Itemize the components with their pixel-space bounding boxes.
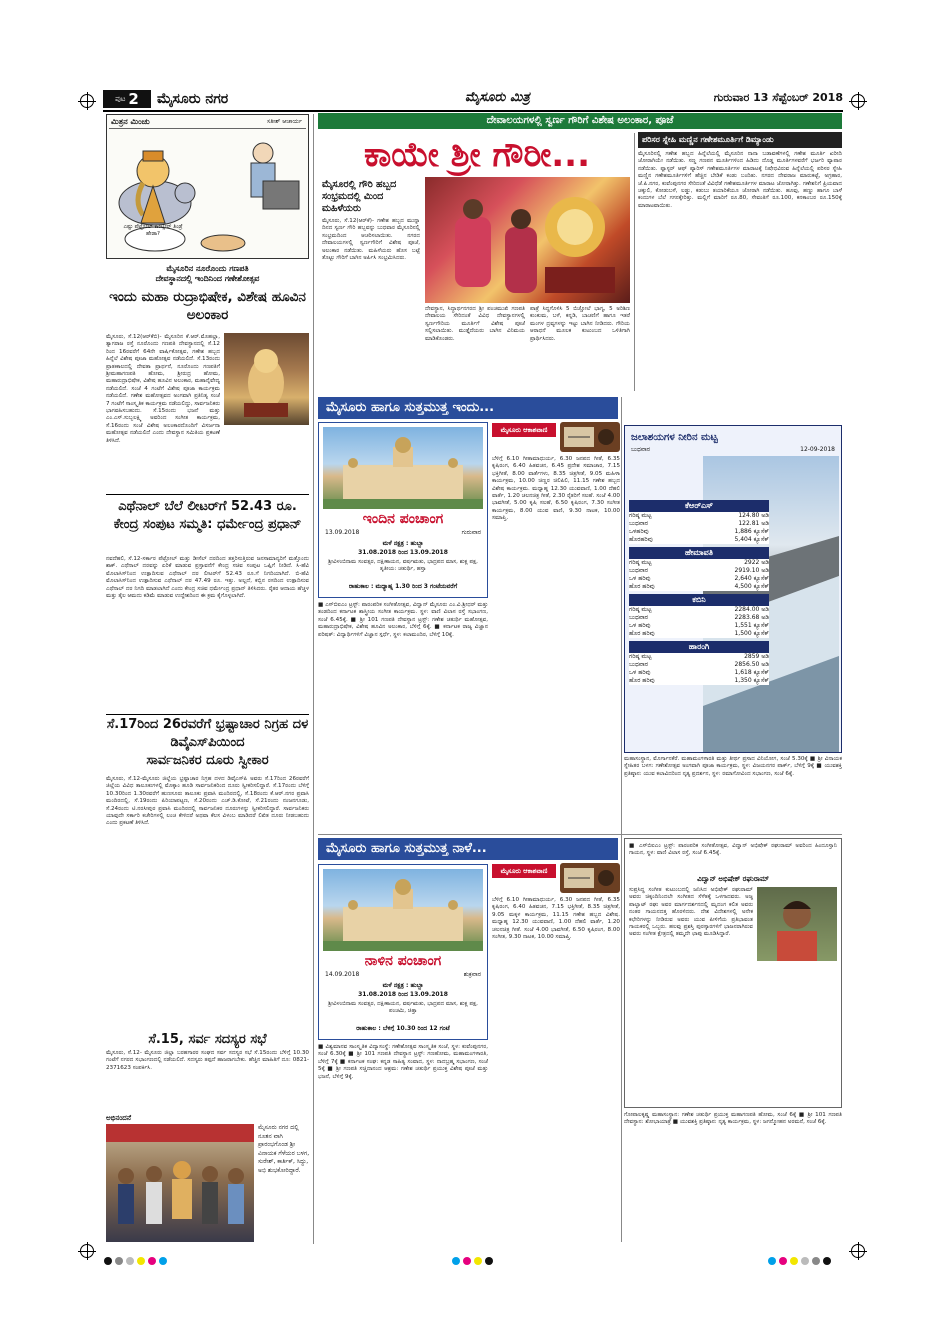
dam-table-kabini — [629, 594, 769, 638]
today-section-header — [318, 397, 618, 419]
dam-row-value: 2283.68 ಅಡಿ — [734, 614, 769, 621]
section-name: ಮೈಸೂರು ನಗರ — [157, 91, 229, 107]
dam-row-label: ಬುಧವಾರ — [629, 661, 648, 668]
dam-row-value: 1,551 ಕ್ಯೂಸೆಕ್ — [734, 622, 769, 629]
registration-mark-top-right — [851, 94, 865, 108]
dam-tables — [629, 500, 769, 685]
dam-table-harangi — [629, 641, 769, 685]
left-story1-body-cont — [106, 430, 309, 488]
dam-row-value: 2922 ಅಡಿ — [744, 559, 769, 566]
dam-row-value: 4,500 ಕ್ಯೂಸೆಕ್ — [734, 583, 769, 590]
mysore-palace-photo-2 — [323, 869, 483, 951]
idol-illustration — [224, 333, 309, 425]
dam-row — [629, 512, 769, 520]
profile-intro: ■ ಎಸ್‌ಬಿಐಎಂ ಟ್ರಸ್ಟ್: ಪಾರಂಪರಿಕ ಸಂಗೀತೋತ್ಸವ, ವಿದ್ವಾನ್ ಅಭಿಷೇಕ್ ರಘುರಾಮ್ ಅವರಿಂದ ಹಿಂದೂಸ್ತಾನಿ ಗಾಯನ, ಸ್ಥಳ: ವಾಣಿ ವಿಲಾಸ ರಸ್ತೆ, ಸಂಜೆ 6.45ಕ್ಕೆ. — [629, 843, 837, 857]
dam-row-label: ಒಳಹರಿವು — [629, 528, 649, 535]
ganesha-divider — [634, 133, 635, 391]
paper-logo: ಮೈಸೂರು ಮಿತ್ರ — [465, 90, 530, 105]
dam-table-krs — [629, 500, 769, 544]
top-banner — [318, 113, 842, 129]
registration-mark-bottom-right — [851, 1244, 865, 1258]
dam-row-value: 2284.00 ಅಡಿ — [734, 606, 769, 613]
dam-row-value: 2919.10 ಅಡಿ — [734, 567, 769, 574]
today-events: ■ ಎಸ್‌ಬಿಐಎಂ ಟ್ರಸ್ಟ್: ಪಾರಂಪರಿಕ ಸಂಗೀತೋತ್ಸವ, ವಿದ್ವಾನ್ ಮೈಸೂರು ಎಂ.ವಿ.ಶ್ರೀಧರ್ ಮತ್ತು ತಂಡದಿಂದ ಕರ್ನಾಟಕ ಶಾಸ್ತ್ರೀಯ ಸಂಗೀತ ಕಾರ್ಯಕ್ರಮ. ಸ್ಥಳ: ವಾಣಿ ವಿಲಾಸ ರಸ್ತೆ ಸಭಾಂಗಣ, ಸಂಜೆ 6.45ಕ್ಕೆ. ■ ಶ್ರೀ 101 ಗಣಪತಿ ದೇವಸ್ಥಾನ ಟ್ರಸ್ಟ್: ಗಣೇಶ ಚತುರ್ಥಿ ಮಹೋತ್ಸವ, ಮಹಾರುದ್ರಾಭಿಷೇಕ, ವಿಶೇಷ ಹೂವಿನ ಅಲಂಕಾರ, ಬೆಳಿಗ್ಗೆ 6ಕ್ಕೆ. ■ ಕರ್ನಾಟಕ ರಾಜ್ಯ ವಿಜ್ಞಾನ ಪರಿಷತ್: ವಿದ್ಯಾರ್ಥಿಗಳಿಗೆ ವಿಜ್ಞಾನ ಸ್ಪರ್ಧೆ, ಸ್ಥಳ: ಕಲಾಮಂದಿರ, ಬೆಳಿಗ್ಗೆ 10ಕ್ಕೆ. — [318, 602, 488, 638]
registration-mark-bottom-left — [80, 1244, 94, 1258]
dam-row-label: ಹೊರಹರಿವು — [629, 536, 653, 543]
dam-row — [629, 653, 769, 661]
dam-row-label: ಹೊರ ಹರಿವು — [629, 583, 655, 590]
cartoon-speech-bubble: ಎಷ್ಟು ಪೆಟ್ರೋಲ್ ಹಿಂಟ್ಲೀರ್ ತಿಂಡ್ರೆ ಹೇಡಾ? — [123, 224, 183, 237]
today-panchanga-box — [318, 422, 488, 598]
dam-row-label: ಗರಿಷ್ಠ ಮಟ್ಟ — [629, 512, 652, 519]
page-number: 2 — [128, 90, 139, 108]
artist-portrait-illustration — [757, 887, 837, 961]
tomorrow-section-header — [318, 838, 618, 860]
left-story4-headline: ಸೆ.15, ಸರ್ವ ಸದಸ್ಯರ ಸಭೆ — [148, 1032, 267, 1047]
left-divider1 — [106, 494, 309, 495]
dam-row — [629, 575, 769, 583]
dams-title: ಜಲಾಶಯಗಳ ನೀರಿನ ಮಟ್ಟ — [631, 432, 718, 443]
radio-icon-2 — [560, 863, 620, 893]
dam-row-value: 1,886 ಕ್ಯೂಸೆಕ್ — [734, 528, 769, 535]
column-divider-mid — [621, 397, 622, 1242]
today-samvatsara: ಶ್ರೀವಿಳಂಬಿನಾಮ ಸಂವತ್ಸರ, ದಕ್ಷಿಣಾಯನ, ವರ್ಷಋತು, ಭಾದ್ರಪದ ಮಾಸ, ಶುಕ್ಲ ಪಕ್ಷ, ತೃತೀಯ: ಚತುರ್ಥಿ, ಹಸ್ತಾ — [328, 559, 478, 573]
gowri-subhead: ಮೈಸೂರಲ್ಲಿ ಗೌರಿ ಹಬ್ಬದ ಸಂಭ್ರಮದಲ್ಲಿ ಮಿಂದ ಮಹಿಳೆಯರು — [322, 179, 397, 214]
today-radio-label-text: ಮೈಸೂರು ಆಕಾಶವಾಣಿ — [500, 426, 548, 434]
dam-row-value: 5,404 ಕ್ಯೂಸೆಕ್ — [734, 536, 769, 543]
ganesha-headline: ಪರಿಸರ ಸ್ನೇಹಿ ಮಣ್ಣಿನ ಗಣೇಶಮೂರ್ತಿಗೆ ಡಿಮ್ಯಾಂಡು — [642, 135, 774, 144]
left-story1-body: ಮೈಸೂರು, ಸೆ.12(ಆರ್‌ಕೆಬಿ)- ಮೈಸೂರಿನ ಕೆ.ಆರ್.ಮೊಹಲ್ಲಾ, ತ್ಯಾಗರಾಜ ರಸ್ತೆ ನೂರೊಂದು ಗಣಪತಿ ದೇವಸ್ಥಾನದಲ್ಲಿ ಸೆ.12 ರಿಂದ 16ರವರೆಗೆ 64ನೇ ವಾರ್ಷಿಕೋತ್ಸವ, ಗಣೇಶ ಹಬ್ಬದ ಹಿನ್ನೆಲೆ ವಿಶೇಷ ಪೂಜಾ ಮಹೋತ್ಸವ ನಡೆಯಲಿದೆ. ಸೆ.13ರಂದು ಪ್ರಾತಃಕಾಲದಲ್ಲಿ ದೇವತಾ ಪ್ರಾರ್ಥನೆ, ನೂರೊಂದು ಗಣಪತಿಗೆ ಶ್ರೀಮಹಾಗಣಪತಿ ಹೋಮ, ಶ್ರೀರುದ್ರ ಹೋಮ, ಮಹಾರುದ್ರಾಭಿಷೇಕ, ವಿಶೇಷ ಹೂವಿನ ಅಲಂಕಾರ, ಮಹಾನೈವೇದ್ಯ ನಡೆಯಲಿದೆ. ಸಂಜೆ 4 ಗಂಟೆಗೆ ವಿಶೇಷ ಪೂಜಾ ಕಾರ್ಯಕ್ರಮ ನಡೆಯಲಿದೆ. ಗಣೇಶ ಮಹೋತ್ಸವದ ಅಂಗವಾಗಿ ಪ್ರತಿನಿತ್ಯ ಸಂಜೆ 7 ಗಂಟೆಗೆ ಸಾಂಸ್ಕೃತಿಕ ಕಾರ್ಯಕ್ರಮ ನಡೆಯಲಿದ್ದು, ಸಾರ್ವಜನಿಕರು ಭಾಗವಹಿಸಬಹುದು. ಸೆ.15ರಂದು ಭಜನೆ ಮತ್ತು ಎಂ.ಎಸ್.ಸುಬ್ಬಲಕ್ಷ್ಮಿ ಅವರಿಂದ ಸಂಗೀತ ಕಾರ್ಯಕ್ರಮ, ಸೆ.16ರಂದು ಸಂಜೆ ವಿಶೇಷ ಅಲಂಕಾರದೊಂದಿಗೆ ವಿಸರ್ಜನಾ ಮಹೋತ್ಸವ ನಡೆಯಲಿದೆ ಎಂದು ದೇವಸ್ಥಾನ ಸಮಿತಿಯ ಪ್ರಕಟಣೆ ತಿಳಿಸಿದೆ. — [106, 334, 220, 444]
dam-row-label: ಹೊರ ಹರಿವು — [629, 677, 655, 684]
dam-row-label: ಬುಧವಾರ — [629, 614, 648, 621]
dam-row — [629, 614, 769, 622]
dam-row — [629, 630, 769, 638]
today-day: ಗುರುವಾರ — [461, 529, 481, 536]
today-nakshatra: ಮಳೆ ನಕ್ಷತ್ರ : ಹುಬ್ಬಾ — [382, 540, 424, 547]
gowri-body-col3: ಪಾತ್ರೆ ಸಿದ್ಧಗೊಳಿಸಿ 5 ಬಿಚ್ಚೋಲೆ ಭಾಗ್ಯ, 5 ಅರಿಶಿಣ ಕುಂಕುಮ, ಬಳೆ, ಕನ್ನಡಿ, ಬಾಚಣಿಗೆ ಹಾಗೂ ಇತರೆ ಮಂಗಳ ದ್ರವ್ಯಗಳನ್ನು ಇಟ್ಟು ಬಾಗಿನ ನೀಡಿದರು. ಗೌರಿಯ ಆರಾಧನೆ ಮೂಲಕ ಕುಟುಂಬದ ಒಳಿತಿಗಾಗಿ ಪ್ರಾರ್ಥಿಸಿದರು. — [530, 306, 630, 342]
masthead-rule — [103, 110, 843, 112]
left-story1-kicker-line1: ಮೈಸೂರಿನ ನೂರೊಂದು ಗಣಪತಿ — [166, 264, 249, 273]
profile-box — [624, 838, 842, 1108]
radio-illustration-2 — [560, 863, 620, 893]
cartoon-title: ಮಿತ್ರನ ಮಿಂಚು — [111, 117, 150, 126]
dam-row — [629, 528, 769, 536]
gowri-body-col2: ದೇವಸ್ಥಾನ, ಸಿದ್ಧಾರ್ಥನಗರದ ಶ್ರೀ ಪಂಚಮುಖಿ ಗಣಪತಿ ದೇವಾಲಯ ಸೇರಿದಂತೆ ವಿವಿಧ ದೇವಸ್ಥಾನಗಳಲ್ಲಿ ಸ್ವರ್ಣಗೌರಿಯ ಮೂರ್ತಿಗೆ ವಿಶೇಷ ಪೂಜೆ ಸಲ್ಲಿಸಲಾಯಿತು. ಮುತ್ತೈದೆಯರು ಬಾಗಿನ ವಿನಿಮಯ ಮಾಡಿಕೊಂಡರು. — [425, 306, 525, 342]
cartoon-artist: ಸತೀಶ್ ಆಚಾರ್ಯ — [267, 118, 302, 125]
tomorrow-panchanga-box — [318, 864, 488, 1040]
page-number-box — [103, 90, 151, 108]
dams-weekday: ಬುಧವಾರ — [631, 446, 650, 453]
dam-row — [629, 677, 769, 685]
top-banner-text: ದೇವಾಲಯಗಳಲ್ಲಿ ಸ್ವರ್ಣ ಗೌರಿಗೆ ವಿಶೇಷ ಅಲಂಕಾರ, ಪೂಜೆ — [486, 115, 674, 126]
idol-photo — [224, 333, 309, 425]
dam-row — [629, 559, 769, 567]
left-divider2 — [106, 714, 309, 715]
column-divider-left — [313, 114, 314, 1244]
palace-illustration-2 — [323, 869, 483, 951]
today-radio-text: ಬೆಳಿಗ್ಗೆ 6.10 ಗೀತಾಮಾಧುರ್ಯ, 6.30 ಜನಪದ ಗೀತೆ, 6.35 ಕೃಷಿರಂಗ, 6.40 ಹಿತವಚನ, 6.45 ಪ್ರದೇಶ ಸಮಾಚಾರ, 7.15 ಭಕ್ತಿಗೀತೆ, 8.00 ವಾರ್ತೆಗಳು, 8.35 ಚಿತ್ರಗೀತೆ, 9.05 ಮಹಿಳಾ ಕಾರ್ಯಕ್ರಮ, 10.00 ಚಿಣ್ಣರ ಚಿಲಿಪಿಲಿ, 11.15 ಗಣೇಶ ಹಬ್ಬದ ವಿಶೇಷ ಕಾರ್ಯಕ್ರಮ. ಮಧ್ಯಾಹ್ನ 12.30 ಯುವವಾಣಿ, 1.00 ದೆಹಲಿ ವಾರ್ತೆ, 1.20 ಚಲನಚಿತ್ರ ಗೀತೆ, 2.30 ರೈತರಿಗೆ ಸಲಹೆ. ಸಂಜೆ 4.00 ಭಾವಗೀತೆ, 5.00 ಕೃಷಿ ಸಲಹೆ, 6.50 ಕೃಷಿರಂಗ, 7.30 ಸಂಗೀತ ಕಾರ್ಯಕ್ರಮ, 8.00 ಯುವ ವಾಣಿ, 9.30 ನಾಟಕ, 10.00 ಸಮಾಪ್ತಿ. — [492, 456, 620, 522]
greeting-photo — [106, 1124, 254, 1242]
tomorrow-panchanga-title: ನಾಳಿನ ಪಂಚಾಂಗ — [364, 953, 442, 969]
dam-row-value: 2,640 ಕ್ಯೂಸೆಕ್ — [734, 575, 769, 582]
profile-footer: ಗೋಪಾಲಕೃಷ್ಣ ಮಹಾಸಂಸ್ಥಾನ: ಗಣೇಶ ಚತುರ್ಥಿ ಪ್ರಯುಕ್ತ ಮಹಾಗಣಪತಿ ಹೋಮ, ಸಂಜೆ 6ಕ್ಕೆ ■ ಶ್ರೀ 101 ಗಣಪತಿ ದೇವಸ್ಥಾನ: ಶೋಭಾಯಾತ್ರೆ ■ ಯುವಶಕ್ತಿ ಪ್ರತಿಷ್ಠಾನ: ನೃತ್ಯ ಕಾರ್ಯಕ್ರಮ, ಸ್ಥಳ: ಜಗನ್ಮೋಹನ ಅರಮನೆ, ಸಂಜೆ 6ಕ್ಕೆ. — [624, 1112, 842, 1126]
dam-krs-name: ಕೆಆರ್‌ಎಸ್ — [629, 500, 769, 512]
today-section-title: ಮೈಸೂರು ಹಾಗೂ ಸುತ್ತಮುತ್ತ ಇಂದು... — [326, 400, 495, 415]
page-prefix: ಪುಟ — [115, 94, 126, 103]
gowri-worship-photo — [425, 177, 630, 303]
dam-row-value: 124.80 ಅಡಿ — [738, 512, 769, 519]
dam-row-label: ಬುಧವಾರ — [629, 567, 648, 574]
left-story2-body: ನವದೆಹಲಿ, ಸೆ.12-ಸರ್ಕಾರ ಪೆಟ್ರೋಲ್ ಮತ್ತು ಡೀಸೆಲ್ ದರದಿಂದ ತತ್ತರಿಸುತ್ತಿರುವ ಜನಸಾಮಾನ್ಯರಿಗೆ ಮತ್ತೊಂದು ಶಾಕ್. ಎಥೆನಾಲ್ ದರವನ್ನು ಏರಿಕೆ ಮಾಡುವ ಪ್ರಸ್ತಾವನೆಗೆ ಕೇಂದ್ರ ಸಚಿವ ಸಂಪುಟ ಒಪ್ಪಿಗೆ ನೀಡಿದೆ. ಸಿ-ಹೆವಿ ಮೊಲಾಸಿಸ್‌ನಿಂದ ಉತ್ಪಾದಿಸುವ ಎಥೆನಾಲ್ ದರ ಲೀಟರ್‌ಗೆ 52.43 ರೂ.ಗೆ ನಿಗದಿಯಾಗಿದೆ. ಬಿ-ಹೆವಿ ಮೊಲಾಸಿಸ್‌ನಿಂದ ಉತ್ಪಾದಿಸುವ ಎಥೆನಾಲ್ ದರ 47.49 ರೂ. ಇತ್ತು. ಅಲ್ಲದೆ, ಕಬ್ಬಿನ ರಸದಿಂದ ಉತ್ಪಾದಿಸುವ ಎಥೆನಾಲ್ ದರ ನಿಗದಿ ಮಾಡಲಾಗಿದೆ ಎಂದು ಕೇಂದ್ರ ಸಚಿವ ಧರ್ಮೇಂದ್ರ ಪ್ರಧಾನ್ ತಿಳಿಸಿದರು. ರೈತರ ಆದಾಯ ಹೆಚ್ಚಳ ಮತ್ತು ತೈಲ ಆಮದು ಕಡಿಮೆ ಮಾಡುವ ಉದ್ದೇಶದಿಂದ ಈ ಕ್ರಮ ಕೈಗೊಳ್ಳಲಾಗಿದೆ. — [106, 556, 309, 600]
ganesha-body: ಮೈಸೂರಿನಲ್ಲಿ ಗಣೇಶ ಹಬ್ಬದ ಹಿನ್ನೆಲೆಯಲ್ಲಿ ಮೈಸೂರಿನ ನಾನಾ ಬಡಾವಣೆಗಳಲ್ಲಿ ಗಣೇಶ ಮೂರ್ತಿ ಖರೀದಿ ಜೋರಾಗಿಯೇ ನಡೆಯಿತು. ಸಣ್ಣ ಗಣಪನ ಮೂರ್ತಿಗಳಿಂದ ಹಿಡಿದು ದೊಡ್ಡ ಮೂರ್ತಿಗಳವರೆಗೆ ಭರ್ಜರಿ ವ್ಯಾಪಾರ ನಡೆಯಿತು. ಪ್ಲಾಸ್ಟರ್ ಆಫ್ ಪ್ಯಾರಿಸ್ ಗಣೇಶಮೂರ್ತಿಗಳ ಮಾರಾಟಕ್ಕೆ ನಿಷೇಧವಿರುವ ಹಿನ್ನೆಲೆಯಲ್ಲಿ ಪರಿಸರ ಸ್ನೇಹಿ ಮಣ್ಣಿನ ಗಣೇಶಮೂರ್ತಿಗಳಿಗೆ ಹೆಚ್ಚಿನ ಬೇಡಿಕೆ ಕಂಡು ಬಂದಿತು. ನಗರದ ದೇವರಾಜ ಮಾರುಕಟ್ಟೆ, ಅಗ್ರಹಾರ, ಜೆ.ಪಿ.ನಗರ, ಕುವೆಂಪುನಗರ ಸೇರಿದಂತೆ ವಿವಿಧೆಡೆ ಗಣೇಶಮೂರ್ತಿಗಳ ಮಾರಾಟ ಜೋರಾಗಿತ್ತು. ಗಣೇಶನಿಗೆ ಪ್ರಿಯವಾದ ಚಕ್ಕುಲಿ, ಕೋಡುಬಳೆ, ಲಡ್ಡು, ಕಡುಬು ತಯಾರಿಕೆಯೂ ಜೋರಾಗಿ ನಡೆಯಿತು. ಹೂವು, ಹಣ್ಣು ಹಾಗೂ ಬಾಳೆ ಕಂದುಗಳ ಬೆಲೆ ಗಗನಕ್ಕೇರಿತ್ತು. ಮಲ್ಲಿಗೆ ಮಾರಿಗೆ ರೂ.80, ಸೇವಂತಿಗೆ ರೂ.100, ಕನಕಾಂಬರ ರೂ.150ಕ್ಕೆ ಮಾರಾಟವಾಯಿತು. — [638, 151, 842, 209]
dams-box — [624, 425, 842, 753]
dam-row-label: ಬುಧವಾರ — [629, 520, 648, 527]
artist-portrait — [757, 887, 837, 961]
dam-row-label: ಗರಿಷ್ಠ ಮಟ್ಟ — [629, 559, 652, 566]
tomorrow-radio-label — [492, 864, 556, 878]
dam-row-value: 122.81 ಅಡಿ — [738, 520, 769, 527]
dam-table-hemavathi — [629, 547, 769, 591]
left-story3-subhead: ಸಾರ್ವಜನಿಕರ ದೂರು ಸ್ವೀಕಾರ — [146, 753, 269, 768]
cartoon-box — [106, 114, 309, 259]
tomorrow-date: 14.09.2018 — [325, 971, 360, 978]
tomorrow-samvatsara: ಶ್ರೀವಿಳಂಬಿನಾಮ ಸಂವತ್ಸರ, ದಕ್ಷಿಣಾಯನ, ವರ್ಷಋತು, ಭಾದ್ರಪದ ಮಾಸ, ಶುಕ್ಲ ಪಕ್ಷ, ಪಂಚಮಿ, ಚಿತ್ತಾ — [328, 1001, 478, 1015]
dam-row-value: 1,500 ಕ್ಯೂಸೆಕ್ — [734, 630, 769, 637]
tomorrow-radio-label-text: ಮೈಸೂರು ಆಕಾಶವಾಣಿ — [500, 867, 548, 875]
dam-row — [629, 669, 769, 677]
tomorrow-section-title: ಮೈಸೂರು ಹಾಗೂ ಸುತ್ತಮುತ್ತ ನಾಳೆ... — [326, 841, 487, 856]
dam-row-label: ಒಳ ಹರಿವು — [629, 575, 651, 582]
tomorrow-range: 31.08.2018 ರಿಂದ 13.09.2018 — [358, 991, 448, 998]
dam-row-value: 1,350 ಕ್ಯೂಸೆಕ್ — [734, 677, 769, 684]
dam-row-value: 1,618 ಕ್ಯೂಸೆಕ್ — [734, 669, 769, 676]
today-date: 13.09.2018 — [325, 529, 360, 536]
mysore-palace-photo — [323, 427, 483, 509]
profile-body: ಸುಪ್ರಸಿದ್ಧ ಸಂಗೀತ ಕುಟುಂಬದಲ್ಲಿ ಜನಿಸಿದ ಅಭಿಷೇಕ್ ರಘುರಾಮ್ ಅವರು ಚಿಕ್ಕಂದಿನಿಂದಲೇ ಸಂಗೀತದ ಸೆಳೆತಕ್ಕೆ ಒಳಗಾದವರು. ಅಜ್ಜ ಪಾಲ್ಘಾಟ್ ರಘು ಅವರ ಮಾರ್ಗದರ್ಶನದಲ್ಲಿ ಮೃದಂಗ ಕಲಿತ ಅವರು ನಂತರ ಗಾಯನದತ್ತ ಹೊರಳಿದರು. ದೇಶ ವಿದೇಶಗಳಲ್ಲಿ ಅನೇಕ ಕಛೇರಿಗಳನ್ನು ನೀಡಿರುವ ಅವರು ಯುವ ಪೀಳಿಗೆಯ ಪ್ರತಿಭಾವಂತ ಗಾಯಕರಲ್ಲಿ ಒಬ್ಬರು. ಹಲವು ಪ್ರಶಸ್ತಿ ಪುರಸ್ಕಾರಗಳಿಗೆ ಭಾಜನರಾಗಿರುವ ಅವರು ಸಂಗೀತ ಕ್ಷೇತ್ರದಲ್ಲಿ ತಮ್ಮದೇ ಛಾಪು ಮೂಡಿಸಿದ್ದಾರೆ. — [629, 887, 753, 938]
masthead — [103, 88, 843, 110]
tomorrow-events: ■ ವಿಶ್ವಮಾನವ ಸಾಂಸ್ಕೃತಿಕ ವಿದ್ಯಾಸಂಸ್ಥೆ: ಗಣೇಶೋತ್ಸವ ಸಾಂಸ್ಕೃತಿಕ ಸಂಜೆ, ಸ್ಥಳ: ಕುವೆಂಪುನಗರ, ಸಂಜೆ 6.30ಕ್ಕೆ ■ ಶ್ರೀ 101 ಗಣಪತಿ ದೇವಸ್ಥಾನ ಟ್ರಸ್ಟ್: ಗಣಹೋಮ, ಮಹಾಮಂಗಳಾರತಿ, ಬೆಳಿಗ್ಗೆ 7ಕ್ಕೆ ■ ಕರ್ನಾಟಕ ಸಂಘ: ಕನ್ನಡ ಸಾಹಿತ್ಯ ಸಂವಾದ, ಸ್ಥಳ: ನಾದಬ್ರಹ್ಮ ಸಭಾಂಗಣ, ಸಂಜೆ 5ಕ್ಕೆ ■ ಶ್ರೀ ಗಣಪತಿ ಸಚ್ಚಿದಾನಂದ ಆಶ್ರಮ: ಗಣೇಶ ಚತುರ್ಥಿ ಪ್ರಯುಕ್ತ ವಿಶೇಷ ಪೂಜೆ ಮತ್ತು ಭಜನೆ, ಬೆಳಿಗ್ಗೆ 9ಕ್ಕೆ. — [318, 1044, 488, 1080]
today-rahukala: ರಾಹುಕಾಲ : ಮಧ್ಯಾಹ್ನ 1.30 ರಿಂದ 3 ಗಂಟೆಯವರೆಗೆ — [348, 583, 458, 590]
dam-kabini-name: ಕಬಿನಿ — [629, 594, 769, 606]
dam-row — [629, 520, 769, 528]
left-story1-kicker-line2: ದೇವಸ್ಥಾನದಲ್ಲಿ ಇಂದಿನಿಂದ ಗಣೇಶೋತ್ಸವ — [155, 274, 260, 283]
dam-row-value: 2859 ಅಡಿ — [744, 653, 769, 660]
dam-row-label: ಗರಿಷ್ಠ ಮಟ್ಟ — [629, 653, 652, 660]
registration-mark-top-left — [80, 94, 94, 108]
dam-row-label: ಒಳ ಹರಿವು — [629, 622, 651, 629]
today-radio-label — [492, 423, 556, 437]
left-story1-headline: ಇಂದು ಮಹಾ ರುದ್ರಾಭಿಷೇಕ, ವಿಶೇಷ ಹೂವಿನ ಅಲಂಕಾರ — [109, 289, 306, 323]
greeting-text: ಮೈಸೂರು ನಗರ ದಲ್ಲಿ ನೂತನ ವಾಗಿ ಪ್ರಾರಂಭಗೊಂಡ ಶ್ರೀ ವಿನಾಯಕ ಗೆಳೆಯರ ಬಳಗ, ಸುರೇಶ್, ಕಾರ್ತಿಕ್, ಸಿದ್ಧು, ಅಭಿ ಶುಭಕೋರಿದ್ದಾರೆ. — [258, 1124, 310, 1174]
left-story4-body: ಮೈಸೂರು, ಸೆ.12- ಮೈಸೂರು ಜಿಲ್ಲಾ ಬರಹಗಾರರ ಸಂಘದ ಸರ್ವ ಸದಸ್ಯರ ಸಭೆ ಸೆ.15ರಂದು ಬೆಳಿಗ್ಗೆ 10.30 ಗಂಟೆಗೆ ನಗರದ ಸಭಾಂಗಣದಲ್ಲಿ ನಡೆಯಲಿದೆ. ಸದಸ್ಯರು ತಪ್ಪದೆ ಹಾಜರಾಗಬೇಕು. ಹೆಚ್ಚಿನ ಮಾಹಿತಿಗೆ ದೂ: 0821-2371623 ಸಂಪರ್ಕಿಸಿ. — [106, 1050, 309, 1071]
dam-row — [629, 583, 769, 591]
color-bar-left — [104, 1250, 170, 1269]
color-bar-center — [452, 1250, 496, 1269]
left-story3-headline: ಸೆ.17ರಿಂದ 26ರವರೆಗೆ ಭ್ರಷ್ಟಾಚಾರ ನಿಗ್ರಹ ದಳ ಡಿವೈಎಸ್‌ಪಿಯಿಂದ — [106, 717, 309, 750]
dam-row — [629, 536, 769, 544]
dam-harangi-name: ಹಾರಂಗಿ — [629, 641, 769, 653]
today-range: 31.08.2018 ರಿಂದ 13.09.2018 — [358, 549, 448, 556]
issue-date: ಗುರುವಾರ 13 ಸೆಪ್ಟೆಂಬರ್ 2018 — [713, 91, 843, 104]
tomorrow-rahukala: ರಾಹುಕಾಲ : ಬೆಳಿಗ್ಗೆ 10.30 ರಿಂದ 12 ಗಂಟೆ — [356, 1025, 450, 1032]
tomorrow-day: ಶುಕ್ರವಾರ — [463, 971, 481, 978]
ganesha-headline-box — [638, 132, 842, 148]
tomorrow-radio-text: ಬೆಳಿಗ್ಗೆ 6.10 ಗೀತಾಮಾಧುರ್ಯ, 6.30 ಜನಪದ ಗೀತೆ, 6.35 ಕೃಷಿರಂಗ, 6.40 ಹಿತವಚನ, 7.15 ಭಕ್ತಿಗೀತೆ, 8.35 ಚಿತ್ರಗೀತೆ, 9.05 ಮಕ್ಕಳ ಕಾರ್ಯಕ್ರಮ, 11.15 ಗಣೇಶ ಹಬ್ಬದ ವಿಶೇಷ. ಮಧ್ಯಾಹ್ನ 12.30 ಯುವವಾಣಿ, 1.00 ದೆಹಲಿ ವಾರ್ತೆ, 1.20 ಚಲನಚಿತ್ರ ಗೀತೆ. ಸಂಜೆ 4.00 ಭಾವಗೀತೆ, 6.50 ಕೃಷಿರಂಗ, 8.00 ಸಂಗೀತ, 9.30 ನಾಟಕ, 10.00 ಸಮಾಪ್ತಿ. — [492, 897, 620, 941]
dam-row — [629, 606, 769, 614]
main-headline: ಕಾಯೇ ಶ್ರೀ ಗೌರೀ... — [364, 135, 590, 175]
tomorrow-nakshatra: ಮಳೆ ನಕ್ಷತ್ರ : ಹುಬ್ಬಾ — [382, 982, 424, 989]
dam-row-label: ಒಳ ಹರಿವು — [629, 669, 651, 676]
radio-illustration — [560, 422, 620, 452]
group-illustration — [106, 1124, 254, 1242]
dam-row-value: 2856.50 ಅಡಿ — [734, 661, 769, 668]
left-story3-body: ಮೈಸೂರು, ಸೆ.12-ಮೈಸೂರು ಜಿಲ್ಲೆಯ ಭ್ರಷ್ಟಾಚಾರ ನಿಗ್ರಹ ದಳದ ಡಿವೈಎಸ್‌ಪಿ ಅವರು ಸೆ.17ರಿಂದ 26ರವರೆಗೆ ಜಿಲ್ಲೆಯ ವಿವಿಧ ತಾಲೂಕುಗಳಲ್ಲಿ ಮೊಕ್ಕಾಂ ಹೂಡಿ ಸಾರ್ವಜನಿಕರಿಂದ ದೂರು ಸ್ವೀಕರಿಸಲಿದ್ದಾರೆ. ಸೆ.17ರಂದು ಬೆಳಿಗ್ಗೆ 10.30ರಿಂದ 1.30ರವರೆಗೆ ಹುಣಸೂರು ತಾಲೂಕು ಪ್ರವಾಸಿ ಮಂದಿರದಲ್ಲಿ, ಸೆ.18ರಂದು ಕೆ.ಆರ್.ನಗರ ಪ್ರವಾಸಿ ಮಂದಿರದಲ್ಲಿ, ಸೆ.19ರಂದು ಪಿರಿಯಾಪಟ್ಟಣ, ಸೆ.20ರಂದು ಎಚ್.ಡಿ.ಕೋಟೆ, ಸೆ.21ರಂದು ನಂಜನಗೂಡು, ಸೆ.24ರಂದು ಟಿ.ನರಸೀಪುರ ಪ್ರವಾಸಿ ಮಂದಿರದಲ್ಲಿ ಸಾರ್ವಜನಿಕರ ದೂರುಗಳನ್ನು ಸ್ವೀಕರಿಸಲಿದ್ದಾರೆ. ಸಾರ್ವಜನಿಕರು ಯಾವುದೇ ಸರ್ಕಾರಿ ಕಚೇರಿಗಳಲ್ಲಿ ಲಂಚ ಕೇಳಿದರೆ ಅಥವಾ ಕೆಲಸ ವಿಳಂಬ ಮಾಡಿದರೆ ಲಿಖಿತ ದೂರು ನೀಡಬಹುದು ಎಂದು ಪ್ರಕಟಣೆ ತಿಳಿಸಿದೆ. — [106, 776, 309, 827]
cartoon-rule — [109, 128, 306, 129]
greeting-label: ಅಭಿನಂದನೆ — [106, 1114, 132, 1122]
color-bar-right — [768, 1250, 834, 1269]
dam-row — [629, 661, 769, 669]
dams-notes: ಮಹಾಸಂಸ್ಥಾನ, ಮೊರ್ಗಾನಕೆರೆ. ಮಹಾಮಂಗಳಾರತಿ ಮತ್ತು ತೀರ್ಥ ಪ್ರಸಾದ ವಿನಿಯೋಗ, ಸಂಜೆ 5.30ಕ್ಕೆ ■ ಶ್ರೀ ವಿನಾಯಕ ಸ್ನೇಹಿತರ ಬಳಗ: ಗಣೇಶೋತ್ಸವ ಅಂಗವಾಗಿ ಪೂಜಾ ಕಾರ್ಯಕ್ರಮ, ಸ್ಥಳ: ವಿಜಯನಗರ ಪಾರ್ಕ್, ಬೆಳಿಗ್ಗೆ 9ಕ್ಕೆ ■ ಯುವಶಕ್ತಿ ಪ್ರತಿಷ್ಠಾನ: ಯುವ ಕಲಾವಿದರಿಂದ ನೃತ್ಯ ಪ್ರದರ್ಶನ, ಸ್ಥಳ: ರಮಾಗೋವಿಂದ ಸಭಾಂಗಣ, ಸಂಜೆ 6ಕ್ಕೆ. — [624, 756, 842, 777]
dam-row-label: ಗರಿಷ್ಠ ಮಟ್ಟ — [629, 606, 652, 613]
profile-name: ವಿದ್ವಾನ್ ಅಭಿಷೇಕ್ ರಘುರಾಮ್ — [697, 875, 769, 883]
dam-row — [629, 622, 769, 630]
gowri-worship-illustration — [425, 177, 630, 303]
dam-hemavathi-name: ಹೇಮಾವತಿ — [629, 547, 769, 559]
left-story1-kicker — [106, 264, 309, 284]
today-panchanga-title: ಇಂದಿನ ಪಂಚಾಂಗ — [362, 511, 444, 527]
gowri-body-col1: ಮೈಸೂರು, ಸೆ.12(ಆರ್‌ಕೆ)- ಗಣೇಶ ಹಬ್ಬದ ಮುನ್ನಾ ದಿನದ ಸ್ವರ್ಣ ಗೌರಿ ಹಬ್ಬವನ್ನು ಬುಧವಾರ ಮೈಸೂರಿನಲ್ಲಿ ಸಂಭ್ರಮದಿಂದ ಆಚರಿಸಲಾಯಿತು. ನಗರದ ದೇವಾಲಯಗಳಲ್ಲಿ ಸ್ವರ್ಣಗೌರಿಗೆ ವಿಶೇಷ ಪೂಜೆ, ಅಲಂಕಾರ ನಡೆಯಿತು. ಮಹಿಳೆಯರು ಹೊಸ ಬಟ್ಟೆ ತೊಟ್ಟು ಗೌರಿಗೆ ಬಾಗಿನ ಅರ್ಪಿಸಿ ಸಂಭ್ರಮಿಸಿದರು. — [322, 218, 420, 262]
radio-icon — [560, 422, 620, 452]
dams-date: 12-09-2018 — [800, 446, 835, 453]
palace-illustration — [323, 427, 483, 509]
today-tomorrow-divider — [318, 834, 842, 835]
dam-row — [629, 567, 769, 575]
dam-row-label: ಹೊರ ಹರಿವು — [629, 630, 655, 637]
left-story2-headline: ಎಥೆನಾಲ್ ಬೆಲೆ ಲೀಟರ್‌ಗೆ 52.43 ರೂ. ಕೇಂದ್ರ ಸಂಪುಟ ಸಮ್ಮತಿ: ಧರ್ಮೇಂದ್ರ ಪ್ರಧಾನ್ — [113, 499, 302, 532]
